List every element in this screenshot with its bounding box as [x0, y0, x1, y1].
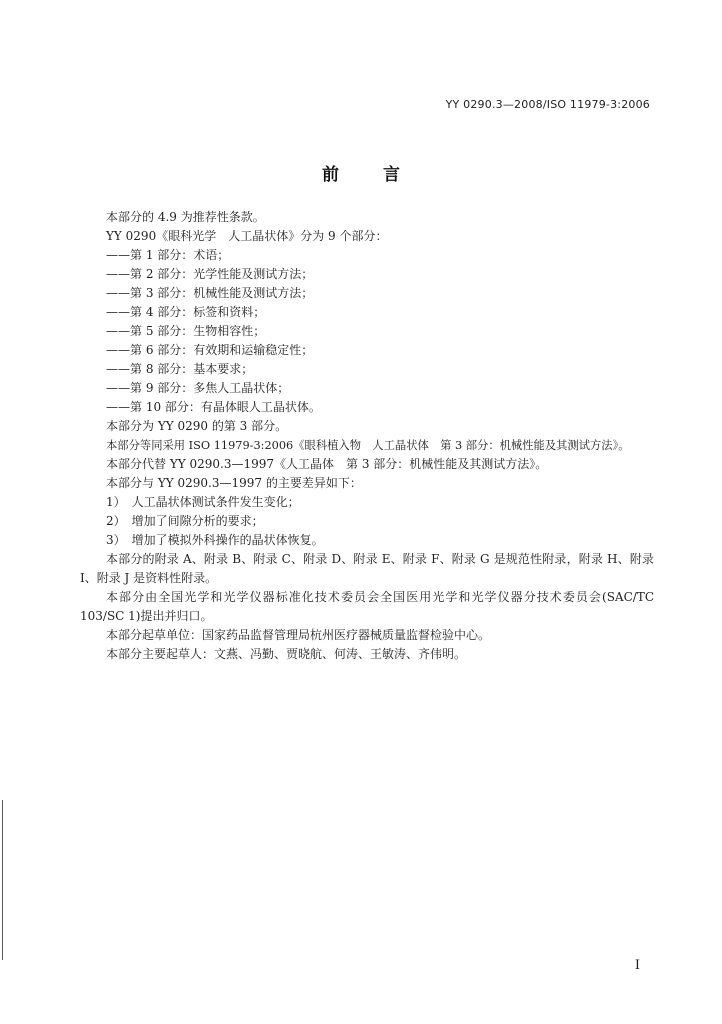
list-item: ——第 10 部分：有晶体眼人工晶状体。 — [106, 400, 321, 414]
paragraph: 本部分与 YY 0290.3—1997 的主要差异如下： — [106, 476, 362, 490]
page-title: 前言 — [322, 165, 444, 185]
page-number: I — [634, 958, 640, 973]
scan-edge-line — [2, 800, 3, 960]
list-item: 2） 增加了间隙分析的要求； — [106, 514, 264, 528]
list-item: ——第 3 部分：机械性能及测试方法； — [106, 286, 314, 300]
paragraph: 本部分的 4.9 为推荐性条款。 — [106, 210, 265, 224]
paragraph: 本部分起草单位：国家药品监督管理局杭州医疗器械质量监督检验中心。 — [106, 628, 491, 642]
foreword-body — [80, 208, 660, 664]
paragraph: 本部分为 YY 0290 的第 3 部分。 — [106, 419, 288, 433]
paragraph: YY 0290《眼科光学 人工晶状体》分为 9 个部分： — [106, 229, 388, 243]
list-item: ——第 9 部分：多焦人工晶状体； — [106, 381, 290, 395]
list-item: ——第 5 部分：生物相容性； — [106, 324, 266, 338]
list-item: ——第 6 部分：有效期和运输稳定性； — [106, 343, 314, 357]
paragraph: 本部分由全国光学和光学仪器标准化技术委员会全国医用光学和光学仪器分技术委员会(SAC/TC 103/SC 1)提出并归口。 — [80, 590, 654, 623]
list-item: 1） 人工晶状体测试条件发生变化； — [106, 495, 300, 509]
standard-code-header: YY 0290.3—2008/ISO 11979-3:2006 — [445, 98, 650, 111]
list-item: ——第 1 部分：术语； — [106, 248, 230, 262]
list-item: ——第 2 部分：光学性能及测试方法； — [106, 267, 314, 281]
list-item: 3） 增加了模拟外科操作的晶状体恢复。 — [106, 533, 324, 547]
paragraph: 本部分等同采用 ISO 11979-3:2006《眼科植入物 人工晶状体 第 3 部分：机械性能及其测试方法》。 — [106, 439, 630, 452]
paragraph: 本部分代替 YY 0290.3—1997《人工晶体 第 3 部分：机械性能及其测试方法》。 — [106, 457, 548, 471]
paragraph: 本部分主要起草人：文燕、冯勤、贾晓航、何涛、王敏涛、齐伟明。 — [106, 647, 467, 661]
paragraph: 本部分的附录 A、附录 B、附录 C、附录 D、附录 E、附录 F、附录 G 是规范性附录，附录 H、附录 I、附录 J 是资料性附录。 — [80, 552, 654, 585]
list-item: ——第 8 部分：基本要求； — [106, 362, 254, 376]
list-item: ——第 4 部分：标签和资料； — [106, 305, 266, 319]
